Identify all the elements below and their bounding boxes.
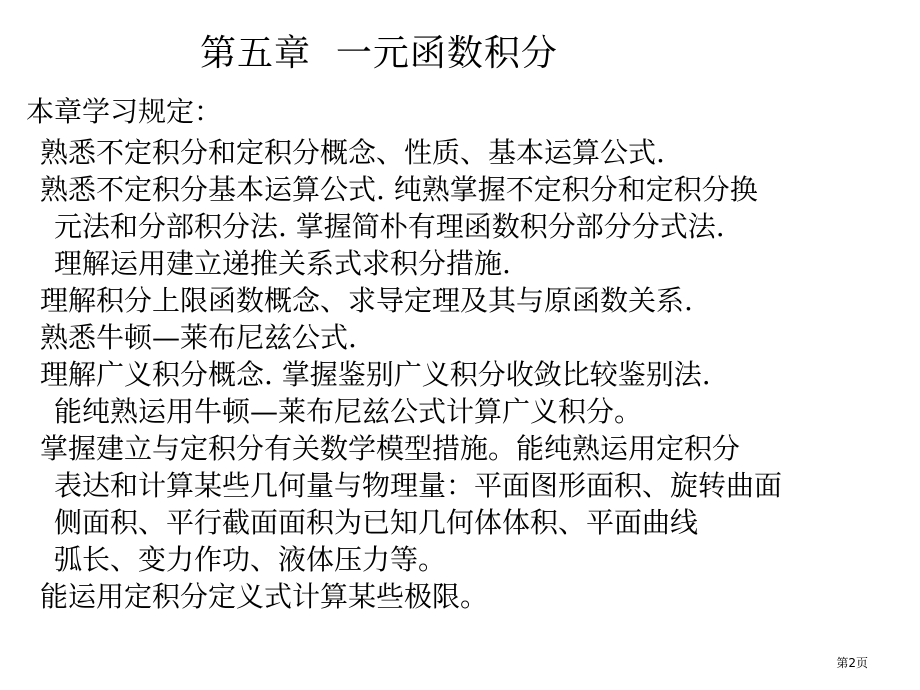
requirement-line-continued: 弧长、变力作功、液体压力等。 [54,543,447,576]
requirement-line: 熟悉不定积分和定积分概念、性质、基本运算公式. [40,136,665,169]
requirement-line: 熟悉牛顿—莱布尼兹公式. [40,321,357,354]
requirement-line-continued: 元法和分部积分法. 掌握简朴有理函数积分部分分式法. [54,210,725,243]
requirement-line: 理解广义积分概念. 掌握鉴别广义积分收敛比较鉴别法. [40,358,711,391]
requirement-line: 熟悉不定积分基本运算公式. 纯熟掌握不定积分和定积分换 [40,173,758,206]
requirement-line-continued: 能纯熟运用牛顿—莱布尼兹公式计算广义积分。 [54,395,643,428]
requirement-line-continued: 表达和计算某些几何量与物理量：平面图形面积、旋转曲面 [54,469,783,502]
requirements-heading: 本章学习规定： [26,95,223,128]
slide-title: 第五章 一元函数积分 [200,33,558,74]
requirement-line: 掌握建立与定积分有关数学模型措施。能纯熟运用定积分 [40,432,741,465]
requirement-line-continued: 侧面积、平行截面面积为已知几何体体积、平面曲线 [54,506,699,539]
requirement-line: 理解积分上限函数概念、求导定理及其与原函数关系. [40,284,693,317]
requirement-line-continued: 理解运用建立递推关系式求积分措施. [54,247,511,280]
requirement-line: 能运用定积分定义式计算某些极限。 [40,580,489,613]
page-number: 第2页 [836,656,868,670]
